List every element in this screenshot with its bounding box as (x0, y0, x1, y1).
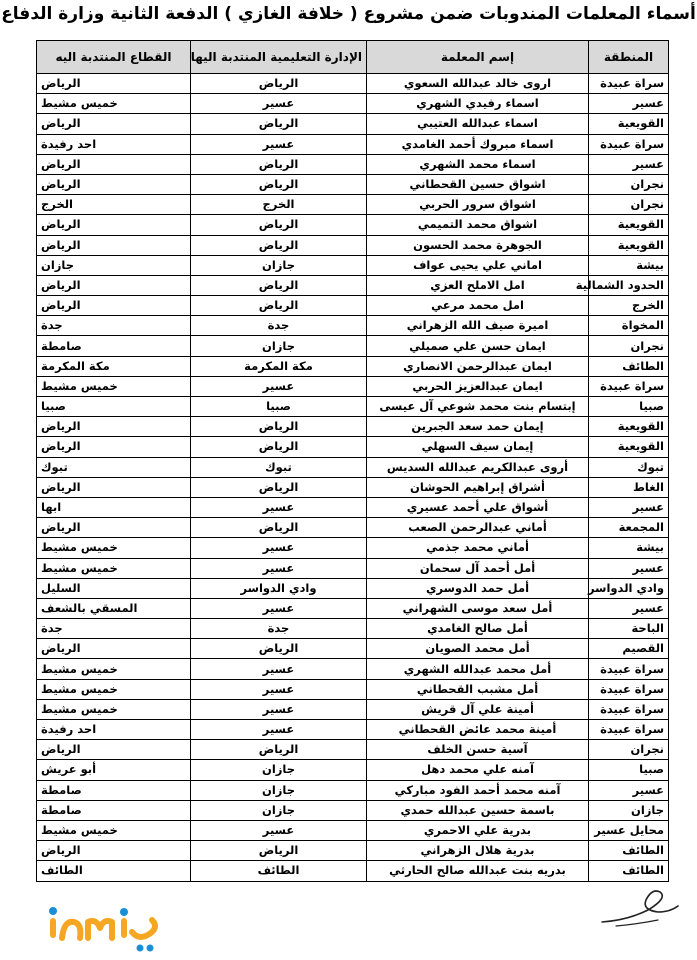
table-row (37, 598, 669, 618)
cell-sector: صامطة (37, 336, 191, 356)
cell-name: إيمان حمد سعد الجبرين (367, 417, 589, 437)
cell-sector: الرياض (37, 154, 191, 174)
table-row (37, 558, 669, 578)
cell-name: اميرة صيف الله الزهراني (367, 316, 589, 336)
table-row (37, 619, 669, 639)
cell-sector: الرياض (37, 477, 191, 497)
table-row (37, 397, 669, 417)
cell-sector: الرياض (37, 74, 191, 94)
cell-name: أمل محمد عبدالله الشهري (367, 659, 589, 679)
cell-admin: الرياض (191, 215, 367, 235)
cell-region: عسير (589, 598, 669, 618)
cell-name: بدريه بنت عبدالله صالح الحارثي (367, 861, 589, 881)
cell-sector: خميس مشيط (37, 94, 191, 114)
cell-name: أمل مشبب القحطاني (367, 679, 589, 699)
cell-name: ايمان عبدالعزيز الحربي (367, 376, 589, 396)
header-sector: القطاع المنتدبة اليه (37, 41, 191, 74)
table-row (37, 255, 669, 275)
cell-admin: عسير (191, 94, 367, 114)
cell-admin: تبوك (191, 457, 367, 477)
cell-admin: الرياض (191, 275, 367, 295)
cell-sector: جدة (37, 619, 191, 639)
logo-mark-icon (49, 907, 155, 952)
cell-region: عسير (589, 497, 669, 517)
table-row (37, 679, 669, 699)
cell-region: صبيا (589, 397, 669, 417)
table-row (37, 457, 669, 477)
cell-name: أمل حمد الدوسري (367, 578, 589, 598)
cell-admin: جازان (191, 800, 367, 820)
cell-sector: الرياض (37, 296, 191, 316)
cell-region: الطائف (589, 861, 669, 881)
cell-region: الطائف (589, 356, 669, 376)
table-row (37, 820, 669, 840)
cell-admin: جازان (191, 336, 367, 356)
cell-admin: الرياض (191, 174, 367, 194)
cell-region: الحدود الشمالية (589, 275, 669, 295)
cell-admin: عسير (191, 376, 367, 396)
cell-sector: خميس مشيط (37, 659, 191, 679)
table-row (37, 417, 669, 437)
cell-admin: الخرج (191, 195, 367, 215)
table-row (37, 578, 669, 598)
cell-name: اشواق سرور الحربي (367, 195, 589, 215)
cell-admin: جازان (191, 255, 367, 275)
cell-sector: الرياض (37, 275, 191, 295)
table-row (37, 134, 669, 154)
cell-name: أمل صالح الغامدي (367, 619, 589, 639)
cell-region: سراة عبيدة (589, 679, 669, 699)
table-row (37, 275, 669, 295)
cell-sector: الطائف (37, 861, 191, 881)
teachers-table (36, 40, 669, 882)
table-row (37, 94, 669, 114)
cell-admin: عسير (191, 820, 367, 840)
cell-name: امل محمد مرعي (367, 296, 589, 316)
cell-admin: الرياض (191, 235, 367, 255)
cell-region: نجران (589, 195, 669, 215)
cell-sector: احد رفيدة (37, 720, 191, 740)
cell-admin: عسير (191, 699, 367, 719)
cell-name: اسماء مبروك أحمد الغامدي (367, 134, 589, 154)
brand-logo (40, 898, 170, 958)
cell-admin: مكة المكرمة (191, 356, 367, 376)
cell-admin: الرياض (191, 74, 367, 94)
table-row (37, 538, 669, 558)
cell-name: آسية حسن الخلف (367, 740, 589, 760)
cell-region: المخواة (589, 316, 669, 336)
cell-sector: مكة المكرمة (37, 356, 191, 376)
cell-sector: خميس مشيط (37, 679, 191, 699)
cell-region: سراة عبيدة (589, 376, 669, 396)
cell-region: عسير (589, 154, 669, 174)
table-row (37, 699, 669, 719)
cell-name: أمينة محمد عائض القحطاني (367, 720, 589, 740)
cell-sector: خميس مشيط (37, 558, 191, 578)
cell-region: القصيم (589, 639, 669, 659)
cell-sector: خميس مشيط (37, 538, 191, 558)
cell-sector: جازان (37, 255, 191, 275)
cell-admin: الرياض (191, 114, 367, 134)
header-name: إسم المعلمة (367, 41, 589, 74)
cell-admin: الرياض (191, 417, 367, 437)
cell-sector: المسقي بالشعف (37, 598, 191, 618)
table-row (37, 861, 669, 881)
cell-sector: الرياض (37, 841, 191, 861)
cell-sector: الرياض (37, 518, 191, 538)
cell-admin: جازان (191, 760, 367, 780)
table-row (37, 195, 669, 215)
cell-region: جازان (589, 800, 669, 820)
cell-sector: الرياض (37, 235, 191, 255)
cell-admin: عسير (191, 558, 367, 578)
cell-admin: جدة (191, 619, 367, 639)
table-body (37, 74, 669, 882)
cell-region: صبيا (589, 760, 669, 780)
cell-name: آمنه محمد أحمد الفود مباركي (367, 780, 589, 800)
cell-name: أمل أحمد آل سحمان (367, 558, 589, 578)
cell-admin: عسير (191, 679, 367, 699)
table-row (37, 720, 669, 740)
cell-name: أروى عبدالكريم عبدالله السديس (367, 457, 589, 477)
cell-name: ايمان عبدالرحمن الانصاري (367, 356, 589, 376)
cell-admin: عسير (191, 497, 367, 517)
cell-region: الباحة (589, 619, 669, 639)
table-row (37, 841, 669, 861)
cell-admin: الرياض (191, 437, 367, 457)
cell-admin: عسير (191, 720, 367, 740)
table-row (37, 316, 669, 336)
cell-admin: عسير (191, 659, 367, 679)
cell-name: أمل سعد موسى الشهراني (367, 598, 589, 618)
cell-name: اسماء عبدالله العتيبي (367, 114, 589, 134)
table-row (37, 800, 669, 820)
table-row (37, 760, 669, 780)
cell-region: القويعية (589, 114, 669, 134)
cell-name: الجوهرة محمد الحسون (367, 235, 589, 255)
cell-region: سراة عبيدة (589, 134, 669, 154)
cell-admin: الطائف (191, 861, 367, 881)
cell-admin: الرياض (191, 296, 367, 316)
cell-sector: الرياض (37, 639, 191, 659)
cell-name: أماني محمد جذمي (367, 538, 589, 558)
table-row (37, 154, 669, 174)
cell-admin: جازان (191, 780, 367, 800)
cell-sector: تبوك (37, 457, 191, 477)
cell-name: بدرية هلال الزهراني (367, 841, 589, 861)
signature-icon (598, 880, 682, 930)
table-row (37, 477, 669, 497)
table-row (37, 437, 669, 457)
header-admin: الإدارة التعليمية المنتدبة اليها (191, 41, 367, 74)
table-row (37, 336, 669, 356)
cell-name: آمنه علي محمد دهل (367, 760, 589, 780)
cell-admin: صبيا (191, 397, 367, 417)
header-region: المنطقة (589, 41, 669, 74)
cell-region: القويعية (589, 235, 669, 255)
cell-region: سراة عبيدة (589, 659, 669, 679)
cell-region: وادي الدواسر (589, 578, 669, 598)
cell-sector: صامطة (37, 780, 191, 800)
cell-region: محايل عسير (589, 820, 669, 840)
table-row (37, 518, 669, 538)
table-row (37, 235, 669, 255)
cell-sector: الخرج (37, 195, 191, 215)
table-row (37, 74, 669, 94)
cell-sector: الرياض (37, 740, 191, 760)
cell-region: سراة عبيدة (589, 699, 669, 719)
table-row (37, 356, 669, 376)
cell-region: المجمعة (589, 518, 669, 538)
table-row (37, 114, 669, 134)
cell-name: أشواق علي أحمد عسيري (367, 497, 589, 517)
cell-admin: الرياض (191, 518, 367, 538)
page-title: أسماء المعلمات المندوبات ضمن مشروع ( خلافة الغازي ) الدفعة الثانية وزارة الدفاع (1, 4, 696, 24)
cell-admin: الرياض (191, 740, 367, 760)
cell-region: عسير (589, 558, 669, 578)
table-row (37, 376, 669, 396)
cell-admin: عسير (191, 538, 367, 558)
cell-sector: الرياض (37, 174, 191, 194)
cell-sector: الرياض (37, 114, 191, 134)
cell-name: إيمان سيف السهلي (367, 437, 589, 457)
cell-region: نجران (589, 740, 669, 760)
cell-sector: ابها (37, 497, 191, 517)
cell-sector: جدة (37, 316, 191, 336)
table-row (37, 296, 669, 316)
cell-name: باسمة حسين عبدالله حمدي (367, 800, 589, 820)
teachers-table-container (36, 40, 668, 882)
cell-admin: جدة (191, 316, 367, 336)
cell-region: الخرج (589, 296, 669, 316)
cell-name: اروى خالد عبدالله السعوي (367, 74, 589, 94)
cell-region: بيشة (589, 538, 669, 558)
cell-region: نجران (589, 336, 669, 356)
cell-sector: احد رفيدة (37, 134, 191, 154)
cell-name: أشراق إبراهيم الحوشان (367, 477, 589, 497)
cell-admin: الرياض (191, 841, 367, 861)
cell-region: الطائف (589, 841, 669, 861)
cell-region: سراة عبيدة (589, 74, 669, 94)
table-header-row (37, 41, 669, 74)
cell-region: القويعية (589, 417, 669, 437)
cell-admin: عسير (191, 598, 367, 618)
cell-name: بدرية علي الاحمري (367, 820, 589, 840)
cell-name: اشواق محمد التميمي (367, 215, 589, 235)
table-row (37, 174, 669, 194)
table-row (37, 780, 669, 800)
cell-name: امل الاملح العزي (367, 275, 589, 295)
cell-region: نجران (589, 174, 669, 194)
cell-sector: أبو عريش (37, 760, 191, 780)
cell-sector: الرياض (37, 437, 191, 457)
cell-name: أمينة علي آل قريش (367, 699, 589, 719)
cell-sector: السليل (37, 578, 191, 598)
cell-name: أماني عبدالرحمن الصعب (367, 518, 589, 538)
cell-name: ايمان حسن علي صميلي (367, 336, 589, 356)
cell-name: إبتسام بنت محمد شوعي آل عيسى (367, 397, 589, 417)
cell-region: سراة عبيدة (589, 720, 669, 740)
cell-sector: خميس مشيط (37, 376, 191, 396)
cell-region: عسير (589, 94, 669, 114)
cell-name: اماني علي يحيى عواف (367, 255, 589, 275)
cell-admin: الرياض (191, 154, 367, 174)
cell-sector: صامطة (37, 800, 191, 820)
cell-admin: الرياض (191, 639, 367, 659)
table-row (37, 639, 669, 659)
table-row (37, 215, 669, 235)
cell-region: القويعية (589, 215, 669, 235)
table-row (37, 659, 669, 679)
table-row (37, 497, 669, 517)
cell-sector: الرياض (37, 215, 191, 235)
table-row (37, 740, 669, 760)
cell-name: اشواق حسين القحطاني (367, 174, 589, 194)
cell-name: اسماء رفيدي الشهري (367, 94, 589, 114)
cell-sector: الرياض (37, 417, 191, 437)
cell-sector: صبيا (37, 397, 191, 417)
cell-region: بيشة (589, 255, 669, 275)
cell-region: عسير (589, 780, 669, 800)
cell-admin: عسير (191, 134, 367, 154)
cell-region: الغاط (589, 477, 669, 497)
cell-name: أمل محمد الصويان (367, 639, 589, 659)
cell-sector: خميس مشيط (37, 820, 191, 840)
cell-region: القويعية (589, 437, 669, 457)
cell-sector: خميس مشيط (37, 699, 191, 719)
cell-admin: الرياض (191, 477, 367, 497)
cell-region: تبوك (589, 457, 669, 477)
cell-name: اسماء محمد الشهري (367, 154, 589, 174)
cell-admin: وادي الدواسر (191, 578, 367, 598)
